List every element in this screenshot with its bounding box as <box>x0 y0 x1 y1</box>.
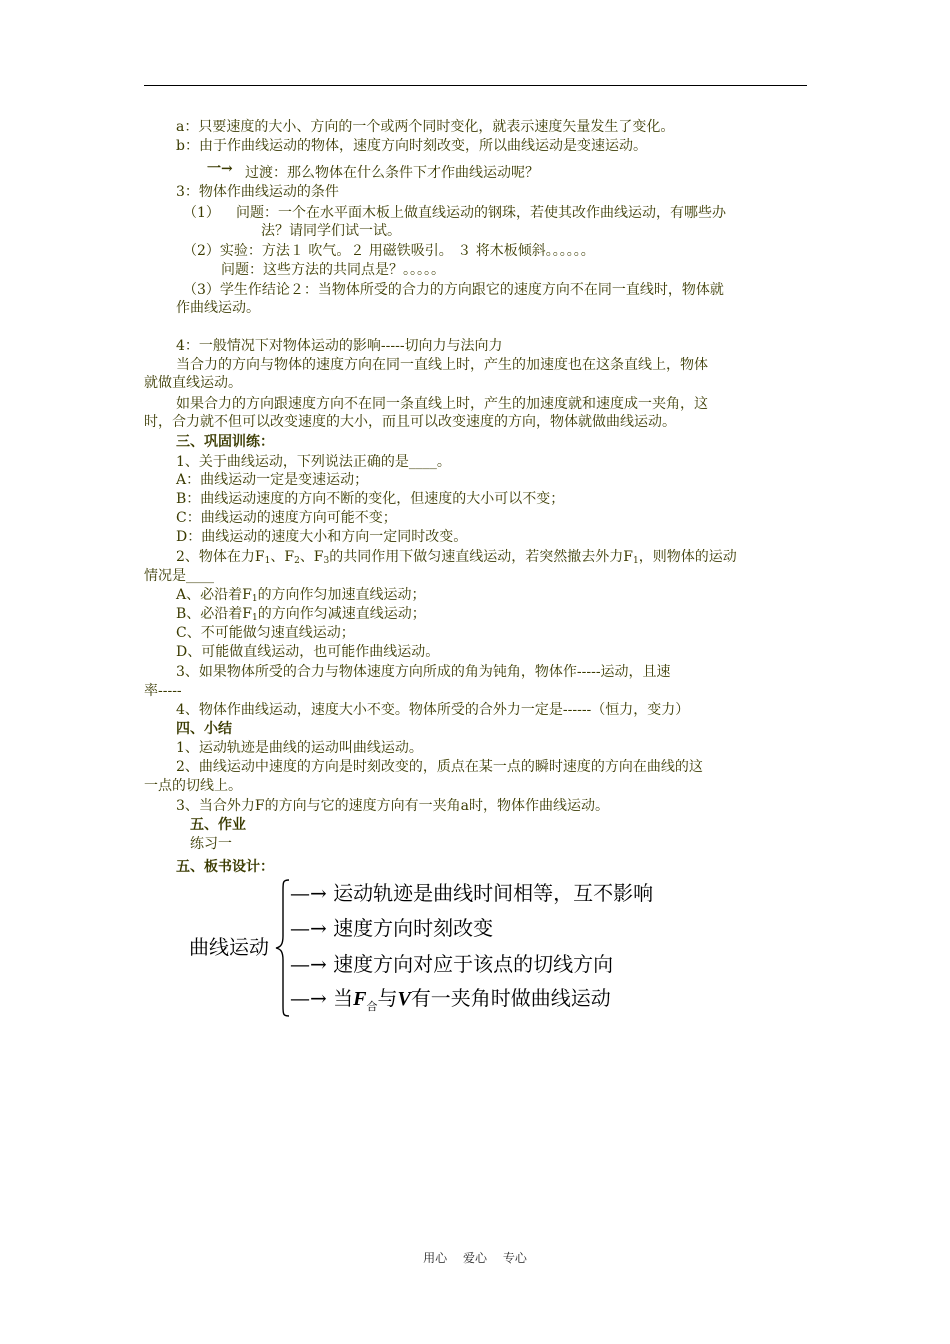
summary-1: 1、运动轨迹是曲线的运动叫曲线运动。 <box>176 740 423 756</box>
section-3-practice-heading: 三、巩固训练： <box>176 434 274 450</box>
exercise-2-option-b: B、必沿着$F_1$的方向作匀减速直线运动； <box>176 606 426 623</box>
board-design-heading: 五、板书设计： <box>176 859 274 875</box>
exercise-2-option-d: D、可能做直线运动，也可能作曲线运动。 <box>176 644 440 660</box>
arrow-icon: —→ <box>290 952 327 976</box>
exercise-2: 2、物体在力$F_1$、$F_2$、$F_3$的共同作用下做匀速直线运动，若突然撤去外力$F_1$，则物体的运动 <box>176 549 737 566</box>
text-line-b: b：由于作曲线运动的物体，速度方向时刻改变，所以曲线运动是变速运动。 <box>176 138 647 154</box>
exercise-3-continued: 率----- <box>144 683 182 699</box>
section-4-summary-heading: 四、小结 <box>176 721 232 737</box>
question-1-text: 问题：一个在水平面木板上做直线运动的钢珠，若使其改作曲线运动，有哪些办 <box>236 205 726 221</box>
homework-heading: 五、作业 <box>190 817 246 833</box>
transition-arrow: 一→ <box>207 161 233 177</box>
transition-text: 过渡：那么物体在什么条件下才作曲线运动呢？ <box>245 165 539 181</box>
exercise-2-continued: 情况是____ <box>144 568 214 584</box>
page-footer: 用心 爱心 专心 <box>423 1251 527 1265</box>
conclusion-line-1: （3）学生作结论２：当物体所受的合力的方向跟它的速度方向不在同一直线时，物体就 <box>183 282 724 298</box>
section-3-heading: 3：物体作曲线运动的条件 <box>176 184 339 200</box>
exercise-4: 4、物体作曲线运动，速度大小不变。物体所受的合外力一定是------（恒力，变力） <box>176 702 690 718</box>
summary-2-line-1: 2、曲线运动中速度的方向是时刻改变的，质点在某一点的瞬时速度的方向在曲线的这 <box>176 759 703 775</box>
conclusion-line-2: 作曲线运动。 <box>176 300 260 316</box>
exercise-1-option-c: C：曲线运动的速度方向可能不变； <box>176 510 397 526</box>
question-1-number: （1） <box>183 205 220 221</box>
paragraph-1-line-2: 就做直线运动。 <box>144 375 242 391</box>
board-row-3: —→ 速度方向对应于该点的切线方向 <box>290 952 614 976</box>
board-row-4: —→ 当$F_合$与V有一夹角时做曲线运动 <box>290 986 611 1013</box>
exercise-1-option-b: B：曲线运动速度的方向不断的变化，但速度的大小可以不变； <box>176 491 565 507</box>
summary-3: 3、当合外力F的方向与它的速度方向有一夹角a时，物体作曲线运动。 <box>176 798 609 814</box>
text-line-a: a：只要速度的大小、方向的一个或两个同时变化，就表示速度矢量发生了变化。 <box>176 119 675 135</box>
board-row-2: —→ 速度方向时刻改变 <box>290 916 494 940</box>
exercise-1: 1、关于曲线运动，下列说法正确的是____。 <box>176 454 451 470</box>
paragraph-2-line-1: 如果合力的方向跟速度方向不在同一条直线上时，产生的加速度就和速度成一夹角，这 <box>176 396 708 412</box>
header-rule <box>144 85 807 86</box>
experiment-line: （2）实验：方法１ 吹气。２ 用磁铁吸引。 ３ 将木板倾斜。。。。。。 <box>183 243 595 259</box>
experiment-question: 问题：这些方法的共同点是？。。。。。 <box>221 262 445 278</box>
arrow-icon: —→ <box>290 916 327 940</box>
exercise-1-option-d: D：曲线运动的速度大小和方向一定同时改变。 <box>176 529 468 545</box>
board-row-1: —→ 运动轨迹是曲线时间相等，互不影响 <box>290 881 654 905</box>
exercise-3: 3、如果物体所受的合力与物体速度方向所成的角为钝角，物体作-----运动，且速 <box>176 664 671 680</box>
paragraph-1-line-1: 当合力的方向与物体的速度方向在同一直线上时，产生的加速度也在这条直线上，物体 <box>176 357 708 373</box>
question-1-continued: 法？请同学们试一试。 <box>261 223 401 239</box>
arrow-icon: —→ <box>290 986 327 1010</box>
exercise-1-option-a: A：曲线运动一定是变速运动； <box>176 472 369 488</box>
exercise-2-option-a: A、必沿着$F_1$的方向作匀加速直线运动； <box>176 587 426 604</box>
summary-2-line-2: 一点的切线上。 <box>144 778 242 794</box>
homework-text: 练习一 <box>190 836 232 852</box>
paragraph-2-line-2: 时，合力就不但可以改变速度的大小，而且可以改变速度的方向，物体就做曲线运动。 <box>144 414 676 430</box>
exercise-2-option-c: C、不可能做匀速直线运动； <box>176 625 355 641</box>
section-4-heading: 4：一般情况下对物体运动的影响-----切向力与法向力 <box>176 338 503 354</box>
board-center-label: 曲线运动 <box>189 935 269 959</box>
arrow-icon: —→ <box>290 881 327 905</box>
